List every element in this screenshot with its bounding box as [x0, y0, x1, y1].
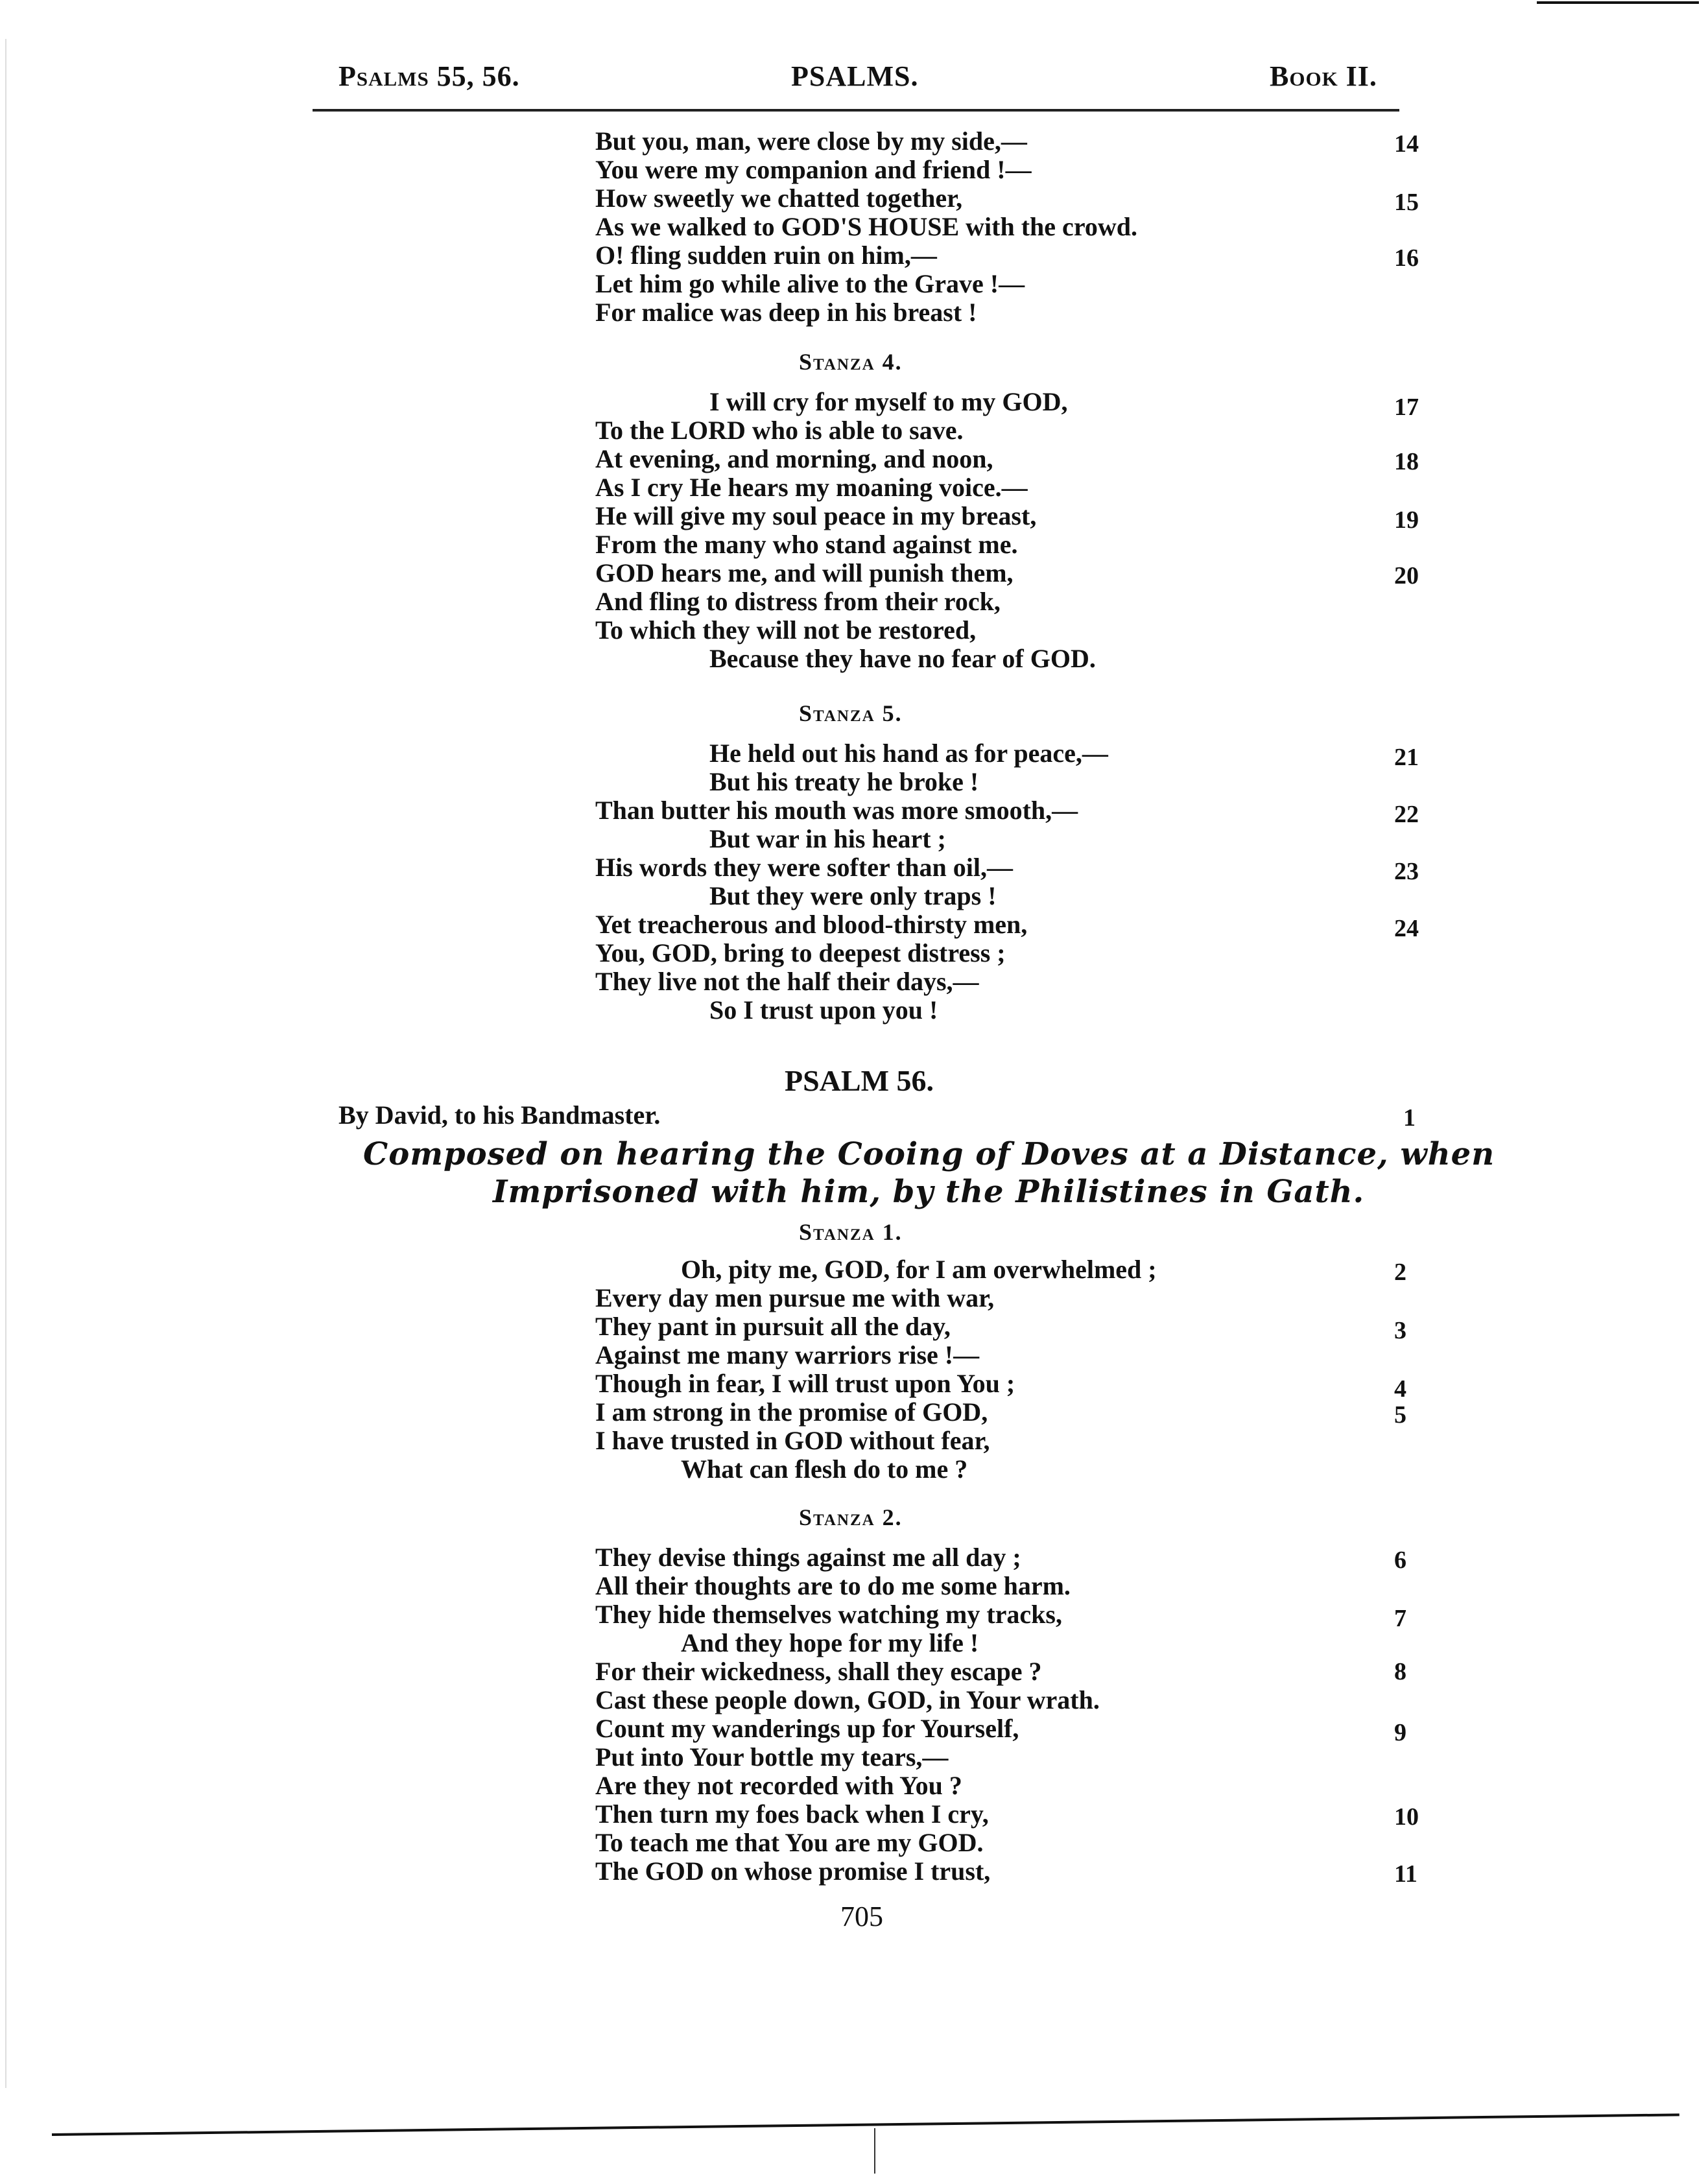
- verse-line: But war in his heart ;: [709, 824, 946, 853]
- verse-line: And they hope for my life !: [681, 1628, 979, 1657]
- verse-line: I have trusted in GOD without fear,: [595, 1426, 990, 1455]
- verse-line: Though in fear, I will trust upon You ;: [595, 1369, 1015, 1398]
- verse-number: 15: [1394, 189, 1419, 216]
- verse-number: 21: [1394, 744, 1419, 771]
- verse-number: 16: [1394, 244, 1419, 272]
- verse-line: But they were only traps !: [709, 881, 997, 910]
- verse-number: 20: [1394, 562, 1419, 589]
- verse-line: From the many who stand against me.: [595, 530, 1018, 559]
- stanza-heading: Stanza 5.: [799, 700, 903, 726]
- verse-line: Are they not recorded with You ?: [595, 1771, 962, 1800]
- verse-number: 19: [1394, 506, 1419, 534]
- verse-line: You were my companion and friend !—: [595, 155, 1032, 184]
- stanza-heading: Stanza 4.: [799, 349, 903, 375]
- verse-line: To the LORD who is able to save.: [595, 416, 964, 445]
- verse-line: But his treaty he broke !: [709, 767, 979, 796]
- stanza-heading: Stanza 2.: [799, 1504, 903, 1530]
- running-head-center: PSALMS.: [791, 60, 919, 92]
- verse-line: They hide themselves watching my tracks,: [595, 1600, 1062, 1629]
- verse-line: Put into Your bottle my tears,—: [595, 1742, 949, 1772]
- verse-line: As I cry He hears my moaning voice.—: [595, 473, 1028, 502]
- verse-line: As we walked to GOD'S HOUSE with the crowd.: [595, 212, 1137, 241]
- psalm-subtitle-line-1: Composed on hearing the Cooing of Doves at a Distance, when: [363, 1136, 1495, 1172]
- psalm-title: PSALM 56.: [785, 1064, 934, 1097]
- verse-number: 14: [1394, 130, 1419, 158]
- verse-number: 7: [1394, 1605, 1406, 1632]
- verse-line: Than butter his mouth was more smooth,—: [595, 796, 1078, 825]
- verse-number: 5: [1394, 1401, 1406, 1429]
- verse-number: 9: [1394, 1719, 1406, 1746]
- verse-line: At evening, and morning, and noon,: [595, 444, 993, 473]
- verse-number: 11: [1394, 1860, 1417, 1888]
- verse-number: 22: [1394, 801, 1419, 828]
- verse-line: Oh, pity me, GOD, for I am overwhelmed ;: [681, 1255, 1157, 1284]
- verse-line: Then turn my foes back when I cry,: [595, 1799, 989, 1829]
- verse-number: 8: [1394, 1658, 1406, 1685]
- verse-line: And fling to distress from their rock,: [595, 587, 1001, 616]
- page-number: 705: [840, 1901, 883, 1932]
- verse-number: 4: [1394, 1375, 1406, 1403]
- verse-line: So I trust upon you !: [709, 995, 938, 1025]
- psalm-subtitle-line-2: Imprisoned with him, by the Philistines in Gath.: [493, 1174, 1365, 1210]
- verse-line: GOD hears me, and will punish them,: [595, 558, 1014, 587]
- verse-line: Let him go while alive to the Grave !—: [595, 269, 1025, 298]
- verse-line: He will give my soul peace in my breast,: [595, 501, 1037, 530]
- page-bottom-edge: [52, 2113, 1679, 2136]
- running-head-right: Book II.: [1270, 60, 1377, 92]
- verse-line: To which they will not be restored,: [595, 615, 977, 645]
- verse-line: Against me many warriors rise !—: [595, 1340, 980, 1370]
- verse-line: I will cry for myself to my GOD,: [709, 387, 1068, 416]
- verse-number: 2: [1394, 1259, 1406, 1286]
- verse-line: Because they have no fear of GOD.: [709, 644, 1096, 673]
- verse-line: But you, man, were close by my side,—: [595, 126, 1027, 156]
- stanza-heading: Stanza 1.: [799, 1219, 903, 1245]
- verse-number: 1: [1403, 1104, 1416, 1132]
- verse-line: Cast these people down, GOD, in Your wrath.: [595, 1685, 1100, 1714]
- verse-line: The GOD on whose promise I trust,: [595, 1856, 991, 1886]
- running-head-left: Psalms 55, 56.: [338, 60, 520, 92]
- verse-line: They pant in pursuit all the day,: [595, 1312, 951, 1341]
- verse-line: For their wickedness, shall they escape ?: [595, 1657, 1042, 1686]
- psalm-attribution: By David, to his Bandmaster.: [338, 1100, 661, 1130]
- gutter-mark: [874, 2128, 875, 2174]
- verse-line: Every day men pursue me with war,: [595, 1283, 995, 1312]
- verse-line: He held out his hand as for peace,—: [709, 739, 1108, 768]
- verse-line: To teach me that You are my GOD.: [595, 1828, 984, 1857]
- verse-number: 10: [1394, 1803, 1419, 1831]
- verse-number: 6: [1394, 1547, 1406, 1574]
- verse-line: You, GOD, bring to deepest distress ;: [595, 938, 1006, 967]
- header-rule: [313, 109, 1399, 112]
- verse-number: 23: [1394, 858, 1419, 885]
- verse-line: They devise things against me all day ;: [595, 1543, 1021, 1572]
- verse-line: They live not the half their days,—: [595, 967, 979, 996]
- verse-line: Yet treacherous and blood-thirsty men,: [595, 910, 1028, 939]
- verse-line: How sweetly we chatted together,: [595, 184, 963, 213]
- verse-number: 17: [1394, 394, 1419, 421]
- verse-line: His words they were softer than oil,—: [595, 853, 1014, 882]
- verse-line: All their thoughts are to do me some harm.: [595, 1571, 1071, 1600]
- verse-line: I am strong in the promise of GOD,: [595, 1397, 988, 1427]
- top-edge-line: [1537, 1, 1699, 4]
- page-edge-shadow: [5, 39, 6, 2088]
- verse-line: Count my wanderings up for Yourself,: [595, 1714, 1019, 1743]
- verse-line: For malice was deep in his breast !: [595, 298, 977, 327]
- verse-line: What can flesh do to me ?: [681, 1454, 968, 1484]
- verse-number: 18: [1394, 448, 1419, 475]
- verse-line: O! fling sudden ruin on him,—: [595, 241, 937, 270]
- verse-number: 3: [1394, 1317, 1406, 1344]
- verse-number: 24: [1394, 915, 1419, 942]
